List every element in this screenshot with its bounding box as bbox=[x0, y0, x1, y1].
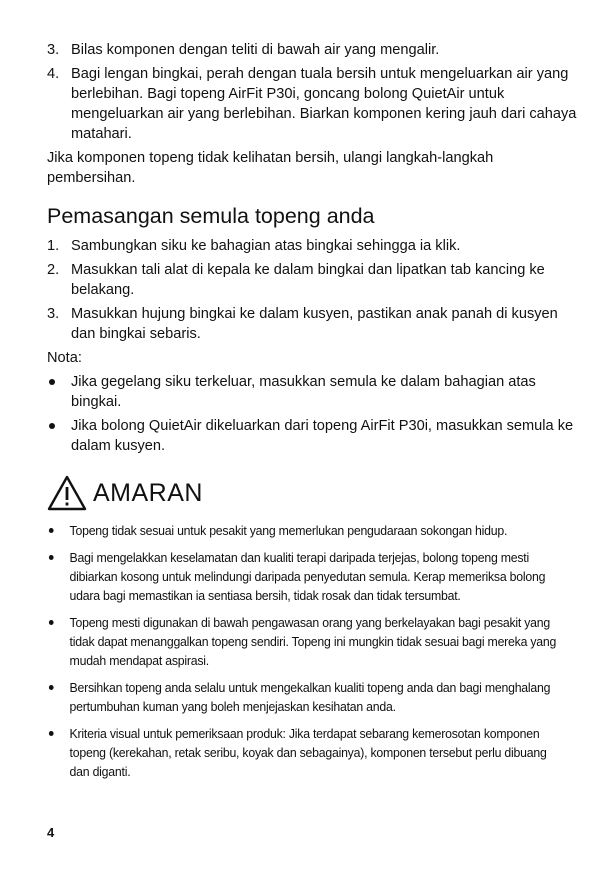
step-text: Masukkan tali alat di kepala ke dalam bingkai dan lipatkan tab kancing ke belakang. bbox=[71, 262, 545, 298]
list-item bbox=[47, 372, 577, 412]
list-item bbox=[47, 724, 568, 781]
list-item bbox=[47, 613, 568, 670]
list-item bbox=[47, 304, 577, 344]
cleaning-steps-list bbox=[47, 40, 577, 144]
note-text: Jika gegelang siku terkeluar, masukkan semula ke dalam bahagian atas bingkai. bbox=[71, 374, 536, 410]
list-item bbox=[47, 64, 577, 144]
bullet-icon bbox=[49, 423, 55, 429]
bullet-icon bbox=[49, 685, 54, 690]
note-text: Jika bolong QuietAir dikeluarkan dari topeng AirFit P30i, masukkan semula ke dalam kusyen. bbox=[71, 418, 574, 454]
bullet-icon bbox=[49, 620, 54, 625]
step-text: Bagi lengan bingkai, perah dengan tuala bersih untuk mengeluarkan air yang berlebihan. Bagi topeng AirFit P30i, goncang bolong QuietAir untuk mengeluarkan air yang berlebihan. Biarkan komponen kering jauh dari cahaya matahari. bbox=[71, 66, 577, 142]
warning-header bbox=[47, 473, 577, 513]
step-text: Bilas komponen dengan teliti di bawah air yang mengalir. bbox=[71, 42, 440, 58]
bullet-icon bbox=[49, 379, 55, 385]
warning-text: Topeng tidak sesuai untuk pesakit yang memerlukan pengudaraan sokongan hidup. bbox=[69, 523, 508, 538]
reassembly-steps-list bbox=[47, 236, 577, 344]
warning-text: Bersihkan topeng anda selalu untuk mengekalkan kualiti topeng anda dan bagi menghalang pertumbuhan kuman yang boleh menjejaskan kesihatan anda. bbox=[69, 680, 551, 714]
cleaning-note: Jika komponen topeng tidak kelihatan bersih, ulangi langkah-langkah pembersihan. bbox=[47, 150, 494, 186]
bullet-icon bbox=[49, 555, 54, 560]
list-item bbox=[47, 548, 568, 605]
step-number: 2. bbox=[47, 262, 60, 278]
list-item bbox=[47, 678, 568, 716]
list-item bbox=[47, 236, 577, 256]
warning-triangle-icon bbox=[47, 475, 87, 511]
warning-text: Kriteria visual untuk pemeriksaan produk: Jika terdapat sebarang kemerosotan komponen topeng (kerekahan, retak seribu, koyak dan sebagainya), komponen tersebut perlu dibuang dan diganti. bbox=[69, 726, 547, 779]
section-heading: Pemasangan semula topeng anda bbox=[47, 204, 375, 228]
page-number: 4 bbox=[47, 825, 55, 840]
note-label: Nota: bbox=[47, 350, 82, 366]
warning-text: Topeng mesti digunakan di bawah pengawasan orang yang berkelayakan bagi pesakit yang tidak dapat menanggalkan topeng sendiri. Topeng ini mungkin tidak sesuai bagi mereka yang mudah mendapat aspirasi. bbox=[69, 615, 557, 668]
step-number: 3. bbox=[47, 306, 60, 322]
bullet-icon bbox=[49, 731, 54, 736]
step-text: Sambungkan siku ke bahagian atas bingkai sehingga ia klik. bbox=[71, 238, 461, 254]
warning-text: Bagi mengelakkan keselamatan dan kualiti terapi daripada terjejas, bolong topeng mesti dibiarkan kosong untuk melindungi daripada penyedutan semula. Kerap memeriksa bolong udara bagi memastikan ia sentiasa bersih, tidak rosak dan tidak tersumbat. bbox=[69, 550, 546, 603]
list-item bbox=[47, 416, 577, 456]
step-number: 3. bbox=[47, 42, 60, 58]
step-number: 4. bbox=[47, 66, 60, 82]
step-number: 1. bbox=[47, 238, 60, 254]
warning-list bbox=[47, 521, 577, 781]
document-page bbox=[47, 40, 577, 789]
list-item bbox=[47, 260, 577, 300]
list-item bbox=[47, 521, 568, 540]
notes-list bbox=[47, 372, 577, 456]
list-item bbox=[47, 40, 577, 60]
step-text: Masukkan hujung bingkai ke dalam kusyen, pastikan anak panah di kusyen dan bingkai sebaris. bbox=[71, 306, 558, 342]
bullet-icon bbox=[49, 528, 54, 533]
warning-title: AMARAN bbox=[93, 478, 203, 507]
